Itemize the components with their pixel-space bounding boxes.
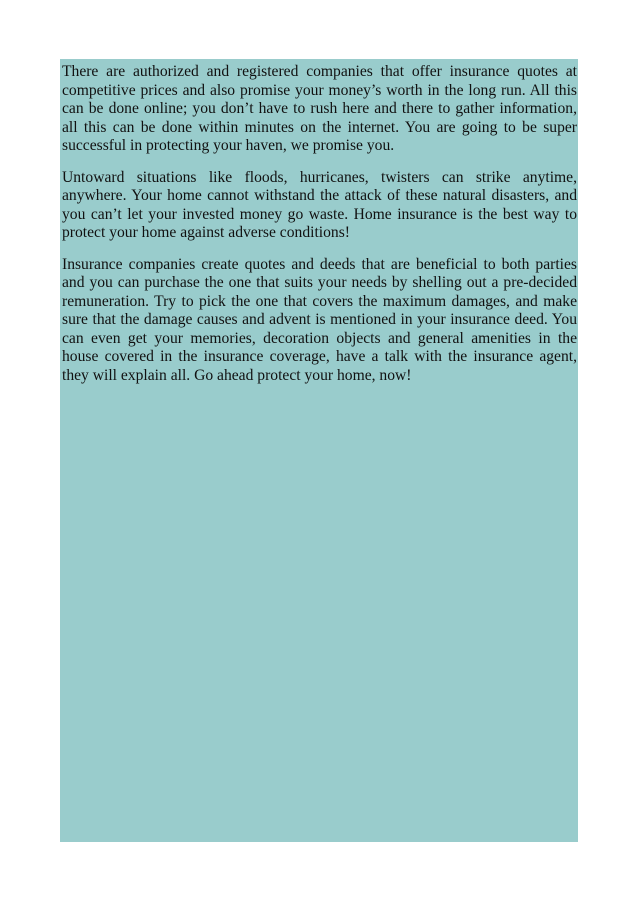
- paragraph-1: There are authorized and registered companies that offer insurance quotes at competitive prices and also promise your money’s worth in the long run. All this can be done online; you don’t have to rush here and there to gather information, all this can be done within minutes on the internet. You are going to be super successful in protecting your haven, we promise you.: [62, 63, 577, 154]
- document-page-panel: [60, 59, 578, 842]
- paragraph-2: Untoward situations like floods, hurricanes, twisters can strike anytime, anywhere. Your home cannot withstand the attack of these natural disasters, and you can’t let your invested money go waste. Home insurance is the best way to protect your home against adverse conditions!: [62, 168, 577, 241]
- paragraph-3: Insurance companies create quotes and deeds that are beneficial to both parties and you can purchase the one that suits your needs by shelling out a pre-decided remuneration. Try to pick the one that covers the maximum damages, and make sure that the damage causes and advent is mentioned in your insurance deed. You can even get your memories, decoration objects and general amenities in the house covered in the insurance coverage, have a talk with the insurance agent, they will explain all. Go ahead protect your home, now!: [62, 255, 577, 384]
